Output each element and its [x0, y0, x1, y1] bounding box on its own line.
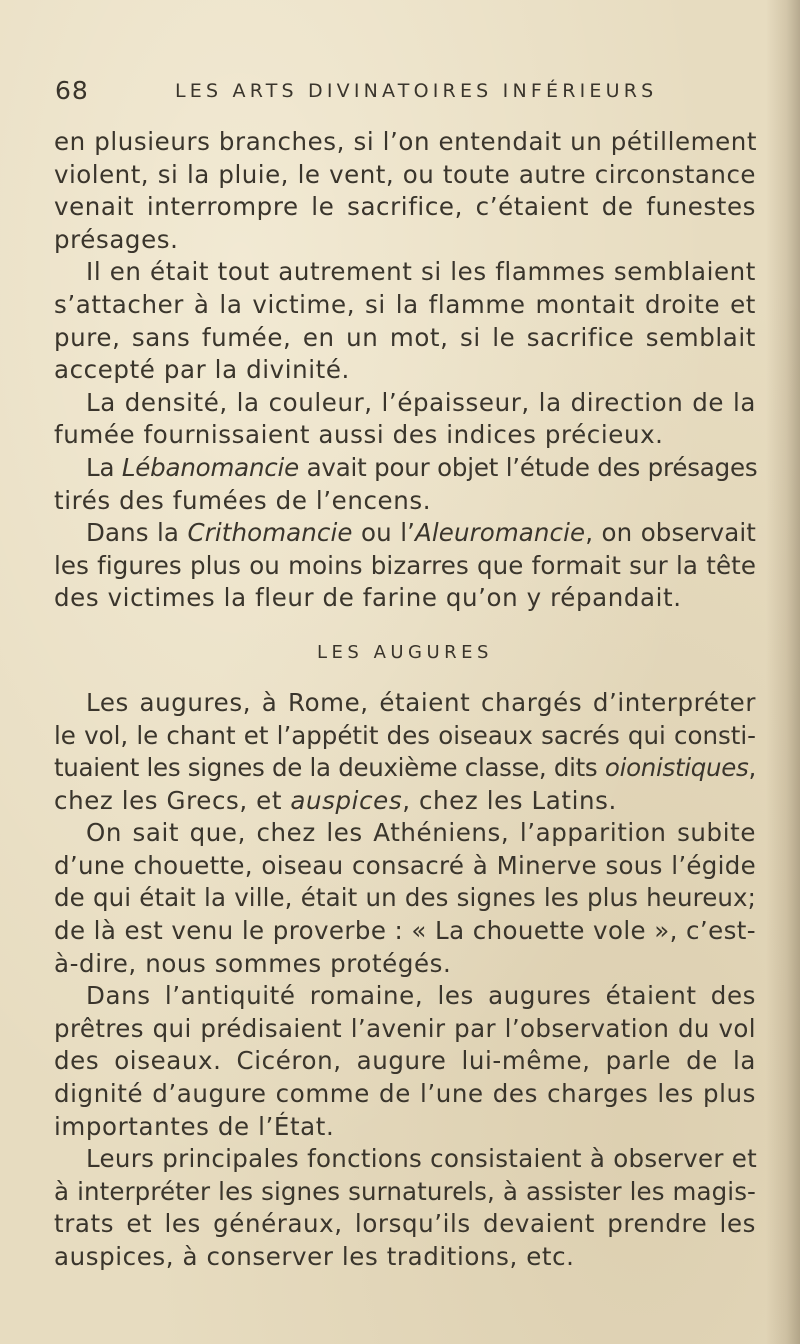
- text-line: s’attacher à la victime, si la flamme montait droite et: [54, 289, 756, 319]
- text-line: dignité d’augure comme de l’une des charges les plus: [54, 1079, 756, 1109]
- paragraph-first-line: Dans l’antiquité romaine, les augures étaient des: [86, 981, 756, 1011]
- text-line: le vol, le chant et l’appétit des oiseaux sacrés qui consti-: [54, 720, 756, 750]
- page-edge-shadow: [766, 0, 800, 1344]
- text-line: violent, si la pluie, le vent, ou toute autre circonstance: [54, 159, 756, 189]
- paragraph-first-line: [54, 517, 756, 550]
- text-line: des oiseaux. Cicéron, augure lui-même, parle de la: [54, 1046, 756, 1076]
- text-line: prêtres qui prédisaient l’avenir par l’observation du vol: [54, 1013, 756, 1043]
- text-run: chez les Grecs, et: [54, 785, 291, 815]
- section-heading: [54, 615, 756, 687]
- text-line: des victimes la fleur de farine qu’on y répandait.: [54, 583, 682, 613]
- italic-term-crithomancie: Crithomancie: [187, 518, 353, 548]
- text-line: tirés des fumées de l’encens.: [54, 485, 432, 515]
- page-number: 68: [55, 76, 89, 105]
- text-run: La: [86, 452, 122, 482]
- text-run: Dans la: [86, 518, 188, 548]
- text-run: , chez les Latins.: [402, 785, 617, 815]
- text-line: pure, sans fumée, en un mot, si le sacrifice semblait: [54, 322, 756, 352]
- text-line: [54, 752, 756, 785]
- text-line: présages.: [54, 224, 179, 254]
- text-run: ,: [748, 753, 756, 783]
- text-line: les figures plus ou moins bizarres que formait sur la tête: [54, 550, 756, 580]
- text-line: de là est venu le proverbe : « La chouette vole », c’est-: [54, 916, 756, 946]
- italic-term-aleuromancie: Aleuromancie: [415, 518, 586, 548]
- text-line: auspices, à conserver les traditions, etc.: [54, 1242, 575, 1271]
- text-line: en plusieurs branches, si l’on entendait un pétillement: [54, 127, 758, 156]
- section-heading-text: LES AUGURES: [317, 641, 493, 663]
- running-head: [55, 76, 755, 106]
- text-line: à-dire, nous sommes protégés.: [54, 948, 452, 978]
- text-run: avait pour objet l’étude des présages: [299, 452, 758, 482]
- text-line: venait interrompre le sacrifice, c’étaient de funestes: [54, 192, 756, 222]
- text-run: tuaient les signes de la deuxième classe, dits: [54, 753, 605, 783]
- text-line: importantes de l’État.: [54, 1111, 335, 1141]
- running-head-title: LES ARTS DIVINATOIRES INFÉRIEURS: [175, 80, 658, 102]
- italic-term-lebanomancie: Lébanomancie: [121, 452, 300, 482]
- paragraph-first-line: On sait que, chez les Athéniens, l’apparition subite: [86, 818, 756, 848]
- text-line: de qui était la ville, était un des signes les plus heureux;: [54, 883, 756, 913]
- paragraph-first-line: Les augures, à Rome, étaient chargés d’interpréter: [86, 687, 756, 717]
- text-line: trats et les généraux, lorsqu’ils devaient prendre les: [54, 1209, 756, 1239]
- text-line: fumée fournissaient aussi des indices précieux.: [54, 420, 664, 450]
- text-line: accepté par la divinité.: [54, 355, 350, 385]
- paragraph-first-line: [54, 452, 756, 485]
- paragraph-first-line: La densité, la couleur, l’épaisseur, la direction de la: [86, 387, 756, 417]
- paragraph-first-line: Il en était tout autrement si les flammes semblaient: [86, 257, 756, 287]
- text-run: , on observait: [585, 518, 756, 548]
- body-text: [54, 126, 756, 1274]
- text-run: ou l’: [352, 518, 415, 548]
- italic-term-auspices: auspices: [290, 785, 403, 815]
- italic-term-oionistiques: oionistiques: [604, 753, 749, 783]
- paragraph-first-line: Leurs principales fonctions consistaient à observer et: [86, 1144, 758, 1174]
- text-line: [54, 785, 756, 818]
- text-line: d’une chouette, oiseau consacré à Minerve sous l’égide: [54, 850, 756, 880]
- text-line: à interpréter les signes surnaturels, à assister les magis-: [54, 1176, 756, 1206]
